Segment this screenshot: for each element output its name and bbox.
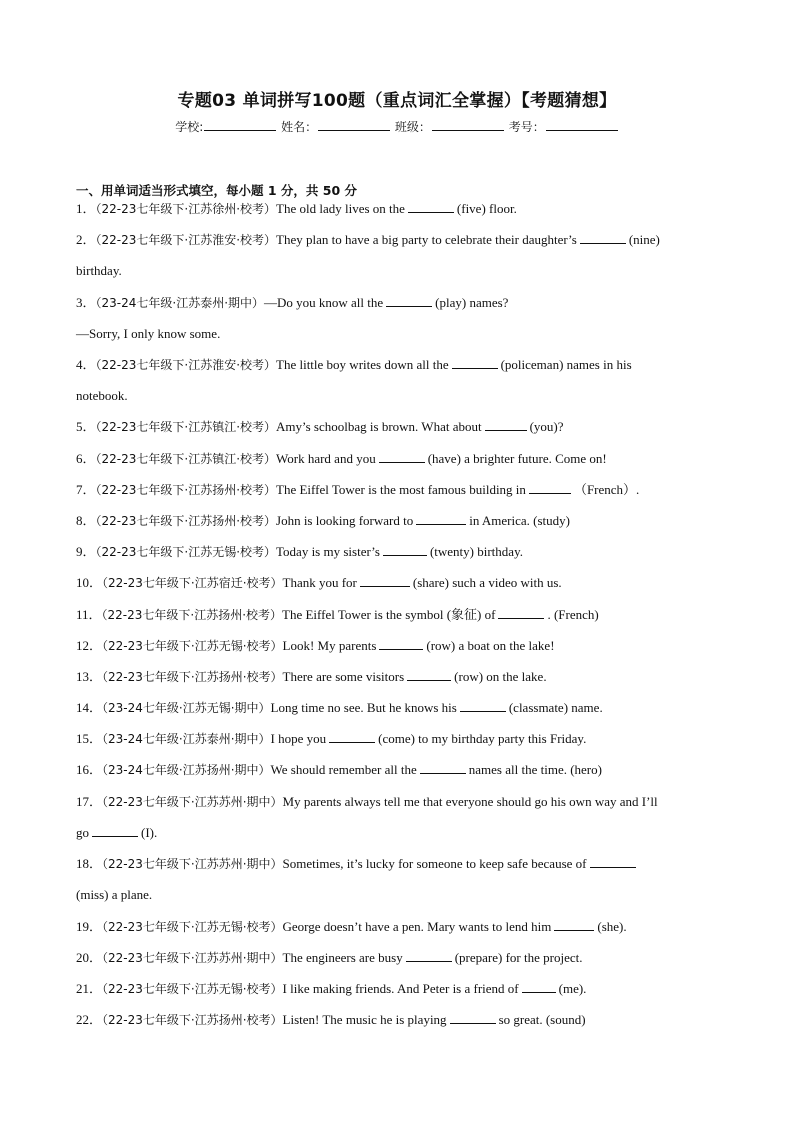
question-continuation bbox=[76, 824, 724, 842]
answer-blank[interactable] bbox=[450, 1011, 496, 1024]
question-text: go bbox=[76, 825, 89, 840]
question-number: 2． bbox=[76, 232, 96, 247]
question-text-after: . (French) bbox=[547, 607, 599, 622]
question-number: 8． bbox=[76, 513, 96, 528]
question-number: 9． bbox=[76, 544, 96, 559]
question-text: —Sorry, I only know some. bbox=[76, 326, 221, 341]
question-text: I like making friends. And Peter is a friend of bbox=[282, 981, 519, 996]
question-item bbox=[76, 574, 724, 592]
question-text: Long time no see. But he knows his bbox=[270, 700, 457, 715]
question-number: 17． bbox=[76, 794, 103, 809]
question-text: They plan to have a big party to celebrate their daughter’s bbox=[276, 232, 577, 247]
question-source: （23-24七年级·江苏扬州·期中） bbox=[102, 763, 271, 777]
question-source: （22-23七年级下·江苏苏州·期中） bbox=[102, 795, 283, 809]
question-number: 6． bbox=[76, 451, 96, 466]
answer-blank[interactable] bbox=[406, 949, 452, 962]
question-source: （22-23七年级下·江苏徐州·校考） bbox=[95, 202, 277, 216]
question-text: Listen! The music he is playing bbox=[282, 1012, 447, 1027]
question-text: The little boy writes down all the bbox=[276, 357, 449, 372]
question-text-after: (policeman) names in his bbox=[500, 357, 632, 372]
class-blank[interactable] bbox=[432, 119, 504, 131]
question-text-after: (row) a boat on the lake! bbox=[426, 638, 555, 653]
question-text: —Do you know all the bbox=[264, 295, 384, 310]
question-item bbox=[76, 1011, 724, 1029]
question-source: （22-23七年级下·江苏扬州·校考） bbox=[102, 1013, 283, 1027]
question-source: （23-24七年级·江苏无锡·期中） bbox=[102, 701, 271, 715]
question-source: （22-23七年级下·江苏无锡·校考） bbox=[102, 982, 283, 996]
answer-blank[interactable] bbox=[554, 918, 594, 931]
question-text-after: (play) names? bbox=[435, 295, 509, 310]
question-text-after: names all the time. (hero) bbox=[468, 762, 602, 777]
answer-blank[interactable] bbox=[452, 356, 498, 369]
question-item bbox=[76, 918, 724, 936]
question-number: 4． bbox=[76, 357, 96, 372]
question-text: The Eiffel Tower is the symbol (象征) of bbox=[282, 607, 496, 622]
question-item bbox=[76, 294, 724, 312]
answer-blank[interactable] bbox=[383, 543, 427, 556]
section-heading: 一、用单词适当形式填空，每小题 1 分，共 50 分 bbox=[76, 183, 358, 198]
question-item bbox=[76, 637, 724, 655]
answer-blank[interactable] bbox=[360, 574, 410, 587]
question-number: 21． bbox=[76, 981, 103, 996]
question-source: （23-24七年级·江苏泰州·期中） bbox=[102, 732, 271, 746]
question-text-after: (prepare) for the project. bbox=[454, 950, 583, 965]
question-source: （22-23七年级下·江苏无锡·校考） bbox=[102, 639, 283, 653]
exam-number-blank[interactable] bbox=[546, 119, 618, 131]
question-text: Amy’s schoolbag is brown. What about bbox=[276, 419, 482, 434]
question-text-after: in America. (study) bbox=[469, 513, 570, 528]
question-number: 12． bbox=[76, 638, 103, 653]
question-item bbox=[76, 761, 724, 779]
question-source: （22-23七年级下·江苏苏州·期中） bbox=[102, 951, 283, 965]
name-label: 姓名： bbox=[281, 120, 318, 134]
answer-blank[interactable] bbox=[529, 481, 571, 494]
answer-blank[interactable] bbox=[420, 761, 466, 774]
student-info-line bbox=[0, 118, 794, 135]
question-source: （22-23七年级下·江苏扬州·校考） bbox=[95, 483, 277, 497]
question-text: The Eiffel Tower is the most famous building in bbox=[276, 482, 526, 497]
answer-blank[interactable] bbox=[580, 231, 626, 244]
question-text: Look! My parents bbox=[282, 638, 377, 653]
question-source: （22-23七年级下·江苏镇江·校考） bbox=[95, 452, 277, 466]
question-source: （22-23七年级下·江苏无锡·校考） bbox=[102, 920, 283, 934]
school-blank[interactable] bbox=[204, 119, 276, 131]
question-number: 15． bbox=[76, 731, 103, 746]
question-text-after: (twenty) birthday. bbox=[429, 544, 523, 559]
question-number: 10． bbox=[76, 575, 103, 590]
question-text: Today is my sister’s bbox=[276, 544, 380, 559]
question-item bbox=[76, 200, 724, 218]
class-label: 班级： bbox=[394, 120, 431, 134]
question-item bbox=[76, 699, 724, 717]
question-source: （23-24七年级·江苏泰州·期中） bbox=[95, 296, 265, 310]
question-source: （22-23七年级下·江苏扬州·校考） bbox=[101, 608, 283, 622]
question-number: 18． bbox=[76, 856, 103, 871]
answer-blank[interactable] bbox=[408, 200, 454, 213]
question-text-after: (me). bbox=[558, 981, 587, 996]
question-item bbox=[76, 606, 724, 624]
question-item bbox=[76, 512, 724, 530]
answer-blank[interactable] bbox=[386, 294, 432, 307]
question-continuation bbox=[76, 387, 724, 405]
answer-blank[interactable] bbox=[460, 699, 506, 712]
school-label: 学校: bbox=[175, 120, 204, 134]
question-text: birthday. bbox=[76, 263, 122, 278]
question-item bbox=[76, 231, 724, 249]
answer-blank[interactable] bbox=[485, 418, 527, 431]
question-text: notebook. bbox=[76, 388, 128, 403]
exam-number-label: 考号： bbox=[508, 120, 545, 134]
question-text-after: (row) on the lake. bbox=[454, 669, 547, 684]
question-text-after: (classmate) name. bbox=[508, 700, 603, 715]
question-source: （22-23七年级下·江苏淮安·校考） bbox=[95, 358, 277, 372]
question-source: （22-23七年级下·江苏苏州·期中） bbox=[102, 857, 283, 871]
question-text-after: (five) floor. bbox=[456, 201, 517, 216]
question-text: (miss) a plane. bbox=[76, 887, 153, 902]
question-item bbox=[76, 450, 724, 468]
question-number: 5． bbox=[76, 419, 96, 434]
question-item bbox=[76, 980, 724, 998]
question-number: 13． bbox=[76, 669, 103, 684]
question-number: 3． bbox=[76, 295, 96, 310]
question-text-after: so great. (sound) bbox=[498, 1012, 586, 1027]
answer-blank[interactable] bbox=[498, 606, 544, 619]
question-text-after: (you)? bbox=[529, 419, 564, 434]
question-item bbox=[76, 949, 724, 967]
answer-blank[interactable] bbox=[522, 980, 556, 993]
question-continuation bbox=[76, 262, 724, 280]
question-text: John is looking forward to bbox=[276, 513, 414, 528]
document-title: 专题03 单词拼写100题（重点词汇全掌握）【考题猜想】 bbox=[177, 91, 617, 111]
question-text-after: (have) a brighter future. Come on! bbox=[427, 451, 607, 466]
question-source: （22-23七年级下·江苏无锡·校考） bbox=[95, 545, 277, 559]
question-text: George doesn’t have a pen. Mary wants to lend him bbox=[282, 919, 552, 934]
question-item bbox=[76, 668, 724, 686]
question-text: Work hard and you bbox=[276, 451, 376, 466]
question-item bbox=[76, 855, 724, 873]
question-number: 16． bbox=[76, 762, 103, 777]
question-text: My parents always tell me that everyone should go his own way and I’ll bbox=[282, 794, 658, 809]
question-source: （22-23七年级下·江苏镇江·校考） bbox=[95, 420, 277, 434]
answer-blank[interactable] bbox=[329, 730, 375, 743]
question-continuation bbox=[76, 886, 724, 904]
answer-blank[interactable] bbox=[379, 637, 423, 650]
answer-blank[interactable] bbox=[407, 668, 451, 681]
question-source: （22-23七年级下·江苏扬州·校考） bbox=[102, 670, 283, 684]
answer-blank[interactable] bbox=[92, 824, 138, 837]
question-item bbox=[76, 543, 724, 561]
question-text: There are some visitors bbox=[282, 669, 405, 684]
answer-blank[interactable] bbox=[590, 855, 636, 868]
question-number: 20． bbox=[76, 950, 103, 965]
question-number: 1． bbox=[76, 201, 96, 216]
question-number: 7． bbox=[76, 482, 96, 497]
question-number: 22． bbox=[76, 1012, 103, 1027]
question-text-after: （French）. bbox=[573, 482, 640, 497]
question-text-after: (come) to my birthday party this Friday. bbox=[378, 731, 587, 746]
question-text: We should remember all the bbox=[270, 762, 417, 777]
question-source: （22-23七年级下·江苏淮安·校考） bbox=[95, 233, 277, 247]
question-text: I hope you bbox=[270, 731, 327, 746]
question-item bbox=[76, 793, 724, 811]
question-text-after: (I). bbox=[141, 825, 158, 840]
answer-blank[interactable] bbox=[379, 450, 425, 463]
question-text: The old lady lives on the bbox=[276, 201, 405, 216]
question-number: 19． bbox=[76, 919, 103, 934]
question-continuation bbox=[76, 325, 724, 343]
question-item bbox=[76, 481, 724, 499]
question-text: The engineers are busy bbox=[282, 950, 403, 965]
question-source: （22-23七年级下·江苏宿迁·校考） bbox=[102, 576, 283, 590]
question-item bbox=[76, 356, 724, 374]
question-number: 11． bbox=[76, 607, 102, 622]
question-text: Thank you for bbox=[282, 575, 357, 590]
question-text-after: (share) such a video with us. bbox=[412, 575, 562, 590]
question-number: 14． bbox=[76, 700, 103, 715]
question-item bbox=[76, 418, 724, 436]
question-text-after: (nine) bbox=[628, 232, 660, 247]
question-text: Sometimes, it’s lucky for someone to keep safe because of bbox=[282, 856, 587, 871]
question-text-after: (she). bbox=[597, 919, 627, 934]
question-source: （22-23七年级下·江苏扬州·校考） bbox=[95, 514, 277, 528]
name-blank[interactable] bbox=[318, 119, 390, 131]
answer-blank[interactable] bbox=[416, 512, 466, 525]
question-item bbox=[76, 730, 724, 748]
